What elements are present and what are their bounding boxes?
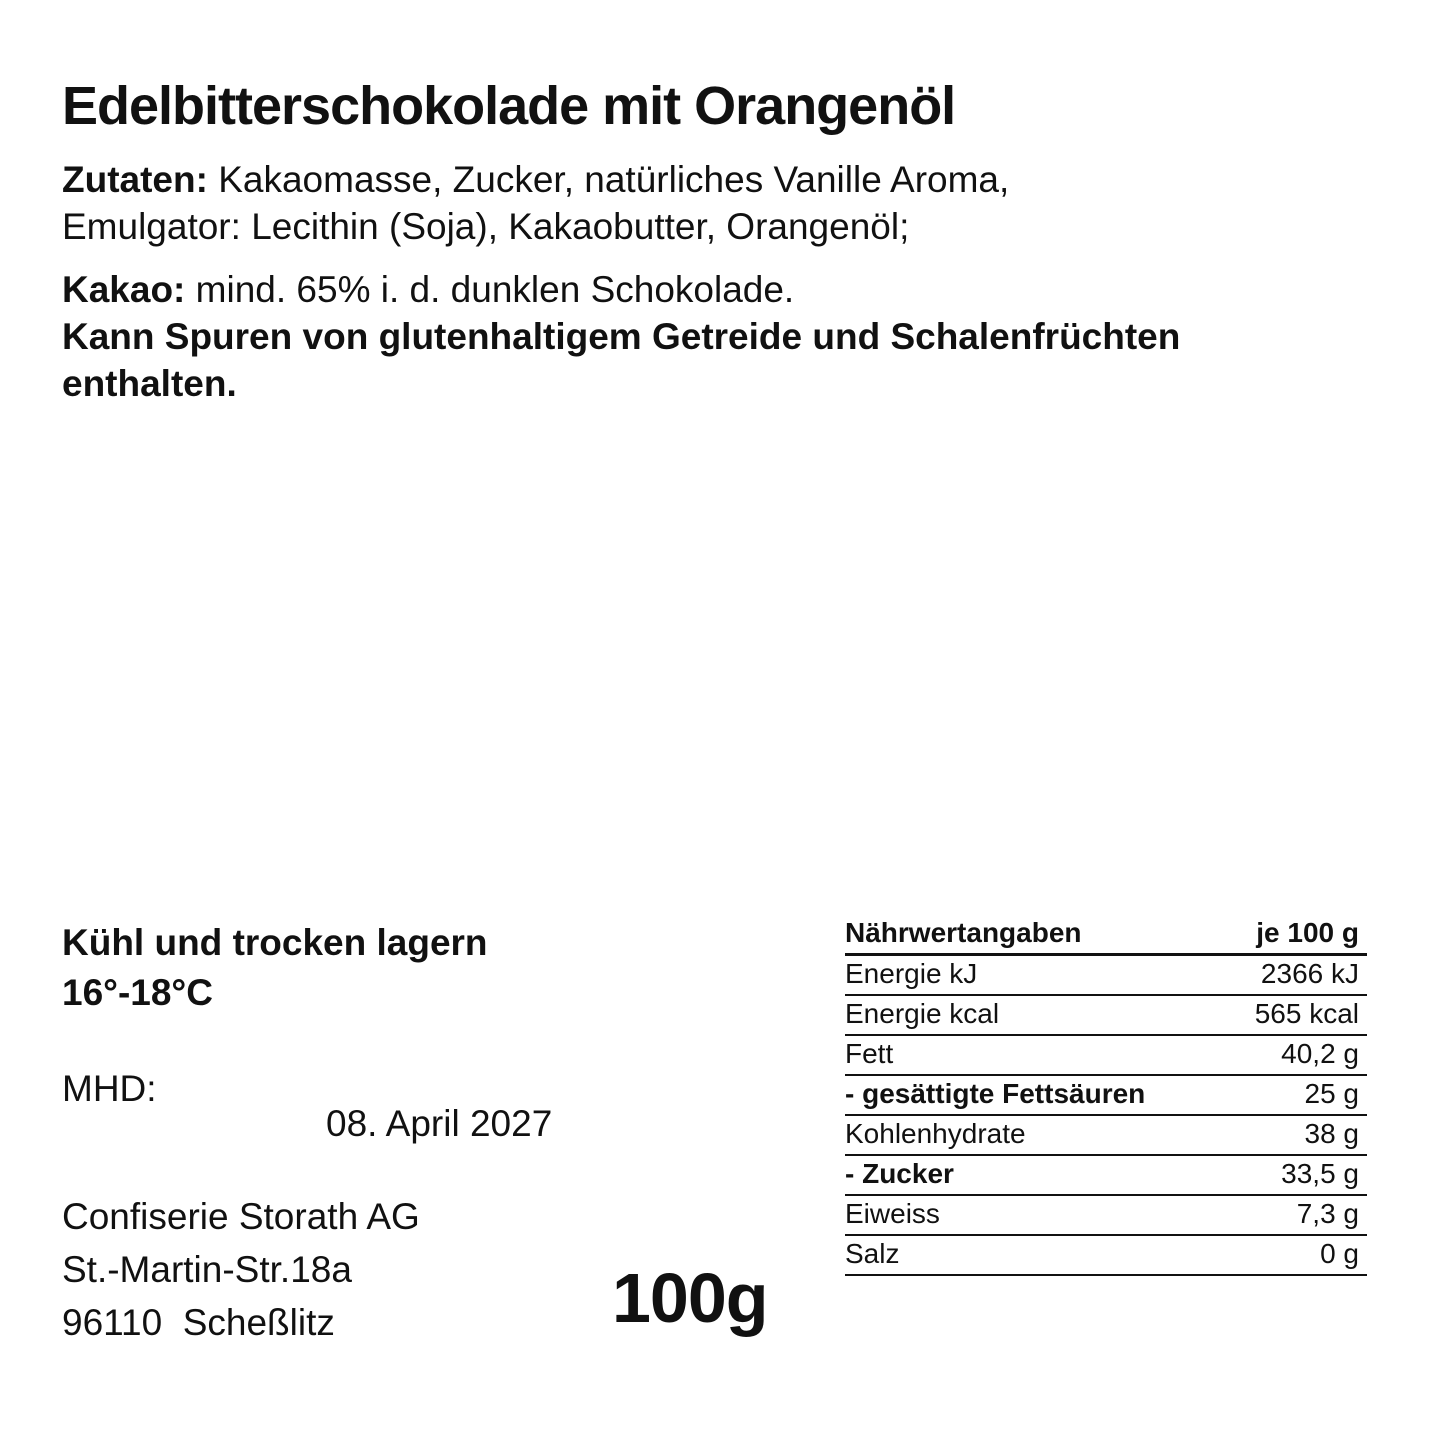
- mhd-label: MHD:: [62, 1068, 157, 1109]
- table-row: [845, 1076, 1367, 1116]
- nutrient-label: Energie kcal: [845, 998, 1000, 1029]
- cocoa-block: [62, 266, 1392, 407]
- mhd-date: 08. April 2027: [326, 1103, 553, 1144]
- allergen-line-2: enthalten.: [62, 363, 237, 404]
- ingredients-label: Zutaten:: [62, 159, 208, 200]
- manufacturer-address: [62, 1190, 420, 1349]
- table-row: [845, 1156, 1367, 1196]
- allergen-line-1: Kann Spuren von glutenhaltigem Getreide und Schalenfrüchten: [62, 316, 1181, 357]
- cocoa-line: [62, 266, 1392, 313]
- nutrient-label: Energie kJ: [845, 958, 978, 989]
- nutrient-value: 7,3 g: [1296, 1198, 1359, 1229]
- table-row: [845, 1116, 1367, 1156]
- nutrient-value: 40,2 g: [1281, 1038, 1359, 1069]
- nutrient-value: 25 g: [1304, 1078, 1359, 1109]
- storage-temperature: 16°-18°C: [62, 972, 213, 1013]
- table-row: [845, 956, 1367, 996]
- nutrient-value: 2366 kJ: [1260, 958, 1359, 989]
- storage-instructions: [62, 918, 488, 1018]
- ingredients-line-2: Emulgator: Lecithin (Soja), Kakaobutter, Orangenöl;: [62, 206, 910, 247]
- nutrition-table: [845, 916, 1367, 1276]
- nutrient-value: 0 g: [1320, 1238, 1359, 1269]
- storage-line-1: Kühl und trocken lagern: [62, 922, 488, 963]
- ingredients-block: [62, 156, 1392, 250]
- ingredients-line-1: [62, 156, 1392, 203]
- ingredients-text-1: Kakaomasse, Zucker, natürliches Vanille Aroma,: [207, 159, 1010, 200]
- table-row: [845, 1036, 1367, 1076]
- nutrient-value: 38 g: [1304, 1118, 1359, 1149]
- nutrition-header-label: Nährwertangaben: [845, 917, 1082, 948]
- nutrition-header: [845, 916, 1367, 956]
- nutrient-label: Kohlenhydrate: [845, 1118, 1026, 1149]
- cocoa-label: Kakao:: [62, 269, 186, 310]
- cocoa-text: mind. 65% i. d. dunklen Schokolade.: [185, 269, 795, 310]
- table-row: [845, 1196, 1367, 1236]
- nutrient-value: 565 kcal: [1254, 998, 1359, 1029]
- table-row: [845, 1236, 1367, 1276]
- product-title: Edelbitterschokolade mit Orangenöl: [62, 76, 956, 136]
- street: St.-Martin-Str.18a: [62, 1249, 352, 1290]
- nutrient-label: Fett: [845, 1038, 894, 1069]
- nutrient-value: 33,5 g: [1281, 1158, 1359, 1189]
- nutrient-label: - gesättigte Fettsäuren: [845, 1078, 1146, 1109]
- nutrient-label: Eiweiss: [845, 1198, 940, 1229]
- nutrition-header-value: je 100 g: [1256, 917, 1359, 948]
- nutrient-label: - Zucker: [845, 1158, 954, 1189]
- nutrient-label: Salz: [845, 1238, 900, 1269]
- city: 96110 Scheßlitz: [62, 1302, 335, 1343]
- net-weight: 100g: [612, 1259, 768, 1337]
- table-row: [845, 996, 1367, 1036]
- company-name: Confiserie Storath AG: [62, 1196, 420, 1237]
